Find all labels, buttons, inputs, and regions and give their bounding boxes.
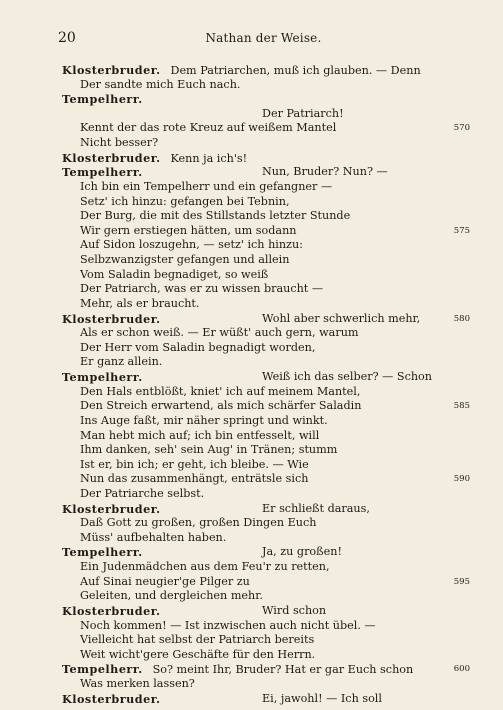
verse-text: Nun das zusammenhängt, enträtsle sich [80, 472, 309, 486]
verse-text: Wohl aber schwerlich mehr, [262, 311, 421, 325]
verse-text: Weit wicht'gere Geschäfte für den Herrn. [80, 647, 316, 661]
verse-text: Dem Patriarchen, muß ich glauben. — Denn [170, 64, 421, 77]
verse-text: Setz' ich hinzu: gefangen bei Tebnin, [80, 194, 290, 208]
speaker-name: Klosterbruder. [62, 501, 161, 516]
verse-text: Den Hals entblößt, kniet' ich auf meinem Mantel, [80, 384, 361, 398]
verse-line [80, 589, 263, 603]
verse-line [80, 121, 336, 135]
verse-line [80, 355, 162, 369]
verse-line [62, 662, 413, 676]
verse-line [80, 326, 359, 340]
verse-text: Kenn ja ich's! [170, 151, 248, 165]
verse-line [80, 209, 350, 223]
verse-line [62, 92, 143, 106]
verse-text: Man hebt mich auf; ich bin entfesselt, will [80, 428, 320, 442]
verse-line [62, 311, 421, 326]
verse-line [80, 633, 314, 647]
verse-line [80, 516, 316, 530]
verse-line [80, 414, 328, 428]
verse-line [80, 385, 360, 399]
verse-text: Den Streich erwartend, als mich schärfer Saladin [80, 399, 362, 413]
verse-text: Auf Sinai neugier'ge Pilger zu [80, 574, 250, 588]
verse-line [62, 545, 342, 560]
verse-line [62, 501, 370, 516]
verse-text: Vielleicht hat selbst der Patriarch bereits [80, 633, 315, 647]
verse-line [80, 224, 297, 238]
verse-text: Was merken lassen? [80, 677, 195, 691]
verse-line [80, 341, 315, 355]
verse-line [62, 63, 421, 77]
verse-text: Wird schon [262, 603, 327, 617]
verse-text: Ja, zu großen! [262, 545, 342, 559]
verse-line [62, 691, 382, 706]
verse-text: Selbzwanzigster gefangen und allein [80, 253, 290, 267]
verse-text: Der Patriarche selbst. [80, 486, 205, 500]
verse-line [80, 429, 319, 443]
verse-line [80, 238, 303, 252]
verse-text: Kennt der das rote Kreuz auf weißem Mantel [80, 121, 337, 135]
verse-line [80, 268, 268, 282]
verse-text: Mehr, als er braucht. [80, 296, 200, 310]
verse-line [80, 560, 330, 574]
verse-text: Als er schon weiß. — Er wüßt' auch gern, warum [80, 326, 359, 340]
verse-text: Weiß ich das selber? — Schon [262, 370, 432, 384]
verse-line [80, 619, 376, 633]
verse-text: Noch kommen! — Ist inzwischen auch nicht übel. — [80, 618, 376, 632]
verse-text: Nicht besser? [80, 136, 159, 150]
verse-line [80, 677, 195, 691]
verse-line [62, 151, 247, 165]
verse-line [80, 458, 309, 472]
verse-line [80, 487, 204, 501]
verse-text: Auf Sidon loszugehn, — setz' ich hinzu: [80, 238, 303, 252]
speaker-name: Tempelherr. [62, 545, 143, 560]
verse-text: Ich bin ein Tempelherr und ein gefangner — [80, 179, 333, 193]
verse-text: Er schließt daraus, [262, 501, 370, 515]
speaker-name: Klosterbruder. [62, 603, 161, 618]
verse-line [62, 370, 432, 385]
verse-text: Der Burg, die mit des Stillstands letzter Stunde [80, 209, 351, 223]
verse-text: So? meint Ihr, Bruder? Hat er gar Euch schon [152, 663, 414, 677]
line-number: 570 [453, 123, 470, 134]
verse-text: Er ganz allein. [80, 355, 163, 369]
verse-text: Ist er, bin ich; er geht, ich bleibe. — Wie [80, 457, 309, 471]
line-number: 575 [453, 225, 470, 236]
verse-line [80, 253, 289, 267]
speaker-name: Klosterbruder. [62, 691, 161, 706]
verse-line [80, 195, 290, 209]
speaker-name: Tempelherr. [62, 92, 143, 107]
verse-text: Ihm danken, seh' sein Aug' in Tränen; stumm [80, 443, 338, 457]
line-number: 585 [453, 401, 470, 412]
speaker-name: Tempelherr. [62, 662, 143, 677]
speaker-name: Tempelherr. [62, 165, 143, 180]
verse-text: Ins Auge faßt, mir näher springt und winkt. [80, 413, 328, 427]
verse-text: Geleiten, und dergleichen mehr. [80, 589, 263, 603]
speaker-name: Klosterbruder. [62, 150, 161, 165]
verse-text: Der Herr vom Saladin begnadigt worden, [80, 340, 316, 354]
verse-line [80, 531, 226, 545]
speaker-name: Tempelherr. [62, 370, 143, 385]
verse-text: Der Patriarch, was er zu wissen braucht — [80, 282, 324, 296]
verse-text: Müss' aufbehalten haben. [80, 530, 227, 544]
verse-line [80, 648, 315, 662]
line-number: 600 [453, 664, 470, 675]
verse-line [80, 575, 250, 589]
speaker-name: Klosterbruder. [62, 311, 161, 326]
verse-line [80, 443, 337, 457]
speaker-name: Klosterbruder. [62, 63, 161, 77]
line-number: 595 [453, 576, 470, 587]
verse-line [80, 472, 308, 486]
running-title: Nathan der Weise. [205, 31, 322, 45]
page-number: 20 [58, 30, 76, 46]
verse-text: Vom Saladin begnadiget, so weiß [80, 267, 269, 281]
verse-line [80, 297, 200, 311]
line-number: 580 [453, 313, 470, 324]
verse-line [62, 603, 327, 618]
verse-text: Der Patriarch! [262, 106, 344, 120]
verse-line [80, 180, 332, 194]
verse-text: Ein Judenmädchen aus dem Feu'r zu retten, [80, 560, 330, 574]
verse-text: Ei, jawohl! — Ich soll [262, 691, 382, 705]
line-number: 590 [453, 474, 470, 485]
verse-line [80, 399, 361, 413]
verse-line [80, 136, 158, 150]
verse-line [80, 78, 240, 92]
verse-line [62, 165, 388, 180]
verse-line [80, 282, 323, 296]
verse-text: Daß Gott zu großen, großen Dingen Euch [80, 516, 317, 530]
verse-text: Der sandte mich Euch nach. [80, 77, 241, 91]
verse-text: Nun, Bruder? Nun? — [262, 165, 388, 179]
verse-text: Wir gern erstiegen hätten, um sodann [80, 223, 297, 237]
